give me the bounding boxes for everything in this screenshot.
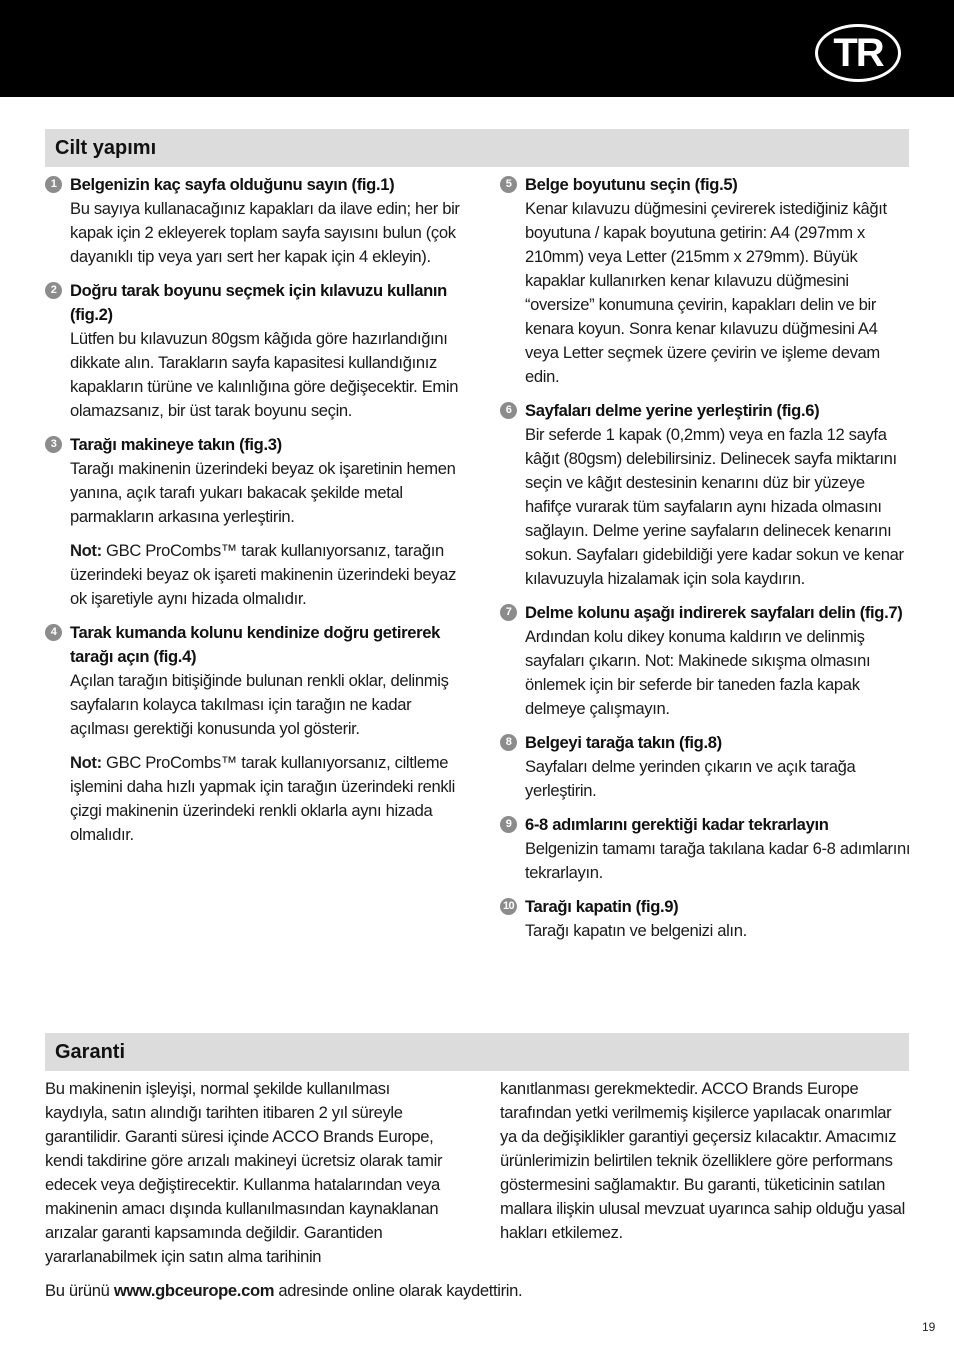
register-suffix: adresinde online olarak kaydettirin. (274, 1281, 523, 1300)
steps-right-column (500, 173, 912, 953)
step-body: Tarağı makinenin üzerindeki beyaz ok işaretinin hemen yanına, açık tarafı yukarı bakacak şekilde metal parmakların arkasına yerleştirin. (70, 459, 456, 526)
step-number-badge: 4 (45, 624, 62, 641)
step-title: 6-8 adımlarını gerektiği kadar tekrarlayın (525, 815, 829, 834)
step-title: Belgeyi tarağa takın (fig.8) (525, 733, 722, 752)
step-number-badge: 3 (45, 436, 62, 453)
step-3 (45, 433, 465, 611)
step-body: Ardından kolu dikey konuma kaldırın ve delinmiş sayfaları çıkarın. Not: Makinede sıkışma olmasını önlemek için bir seferde bir taneden fazla kapak delmeye çalışmayın. (525, 627, 871, 718)
step-title: Belge boyutunu seçin (fig.5) (525, 175, 738, 194)
step-number-badge: 9 (500, 816, 517, 833)
step-8 (500, 731, 912, 803)
page-number: 19 (922, 1320, 936, 1334)
step-note (70, 539, 465, 611)
step-1 (45, 173, 465, 269)
step-title: Doğru tarak boyunu seçmek için kılavuzu kullanın (fig.2) (70, 281, 447, 324)
step-number-badge: 2 (45, 282, 62, 299)
step-body: Bu sayıya kullanacağınız kapakları da ilave edin; her bir kapak için 2 ekleyerek toplam sayfa sayısını bulun (çok dayanıklı tip veya yarı sert her kapak için 4 ekleyin). (70, 199, 460, 266)
register-url[interactable]: www.gbceurope.com (113, 1281, 275, 1300)
step-body: Sayfaları delme yerinden çıkarın ve açık tarağa yerleştirin. (525, 757, 856, 800)
step-title: Belgenizin kaç sayfa olduğunu sayın (fig.1) (70, 175, 395, 194)
note-text: GBC ProCombs™ tarak kullanıyorsanız, ciltleme işlemini daha hızlı yapmak için tarağın üzerindeki renkli çizgi makinenin üzerindeki renkli oklarla aynı hizada olmalıdır. (70, 753, 455, 844)
section-title-cilt-yapimi: Cilt yapımı (45, 129, 909, 167)
step-2 (45, 279, 465, 423)
step-4 (45, 621, 465, 847)
step-body: Bir seferde 1 kapak (0,2mm) veya en fazla 12 sayfa kâğıt (80gsm) delebilirsiniz. Delinecek sayfa miktarını seçin ve kâğıt destesinin kenarını düz bir yüzeye hafifçe vurarak tüm sayfaların aynı hizada olmasını sağlayın. Delme yerine sayfaların delinecek kenarını sokun. Sayfaları gidebildiği yere kadar sokun ve kenar kılavuzuyla hizalamak için sola kaydırın. (525, 425, 904, 588)
step-body: Açılan tarağın bitişiğinde bulunan renkli oklar, delinmiş sayfaların kolayca takılması için tarağın ne kadar açılması gerektiği konusunda yol gösterir. (70, 671, 449, 738)
top-banner (0, 0, 954, 97)
step-7 (500, 601, 912, 721)
step-number-badge: 8 (500, 734, 517, 751)
step-title: Sayfaları delme yerine yerleştirin (fig.6) (525, 401, 820, 420)
step-5 (500, 173, 912, 389)
step-number-badge: 1 (45, 176, 62, 193)
step-9 (500, 813, 912, 885)
warranty-text-right: kanıtlanması gerekmektedir. ACCO Brands Europe tarafından yetki verilmemiş kişilerce yapılacak onarımlar ya da değişiklikler garantiyi geçersiz kılacaktır. Amacımız ürünlerimizin belirtilen teknik özelliklere göre performans göstermesini sağlamaktır. Bu garanti, tüketicinin satılan mallara ilişkin ulusal mevzuat uyarınca sahip olduğu yasal hakları etkilemez. (500, 1079, 905, 1242)
step-note (70, 751, 465, 847)
note-text: GBC ProCombs™ tarak kullanıyorsanız, tarağın üzerindeki beyaz ok işareti makinenin üzerindeki beyaz ok işaretiyle aynı hizada olmalıdır. (70, 541, 457, 608)
step-number-badge: 6 (500, 402, 517, 419)
warranty-right-column (500, 1077, 908, 1245)
step-number-badge: 10 (500, 898, 517, 915)
step-title: Tarağı kapatin (fig.9) (525, 897, 679, 916)
step-number-badge: 5 (500, 176, 517, 193)
section-title-garanti: Garanti (45, 1033, 909, 1071)
step-body: Belgenizin tamamı tarağa takılana kadar 6-8 adımlarını tekrarlayın. (525, 839, 911, 882)
register-prefix: Bu ürünü (45, 1281, 114, 1300)
register-line (45, 1279, 522, 1303)
step-body: Kenar kılavuzu düğmesini çevirerek istediğiniz kâğıt boyutuna / kapak boyutuna getirin: A4 (297mm x 210mm) veya Letter (215mm x 279mm). Büyük kapaklar kullanırken kenar kılavuzu düğmesini “oversize” konumuna çevirin, kapakları delin ve bir kenara koyun. Sonra kenar kılavuzu düğmesini A4 veya Letter seçmek üzere çevirin ve işleme devam edin. (525, 199, 887, 386)
note-label: Not: (70, 753, 102, 772)
warranty-left-column (45, 1077, 453, 1269)
step-body: Tarağı kapatın ve belgenizi alın. (525, 921, 747, 940)
step-10 (500, 895, 912, 943)
warranty-text-left: Bu makinenin işleyişi, normal şekilde kullanılması kaydıyla, satın alındığı tarihten itibaren 2 yıl süreyle garantilidir. Garanti süresi içinde ACCO Brands Europe, kendi takdirine göre arızalı makineyi ücretsiz olarak tamir edecek veya değiştirecektir. Kullanma hatalarından veya makinenin amacı dışında kullanılmasından kaynaklanan arızalar garanti kapsamında değildir. Garantiden yararlanabilmek için satın alma tarihinin (45, 1079, 443, 1266)
note-label: Not: (70, 541, 102, 560)
step-title: Tarak kumanda kolunu kendinize doğru getirerek tarağı açın (fig.4) (70, 623, 440, 666)
step-body: Lütfen bu kılavuzun 80gsm kâğıda göre hazırlandığını dikkate alın. Tarakların sayfa kapasitesi kullandığınız kapakların türüne ve kalınlığına göre değişecektir. Emin olamazsanız, bir üst tarak boyunu seçin. (70, 329, 459, 420)
step-title: Delme kolunu aşağı indirerek sayfaları delin (fig.7) (525, 603, 903, 622)
step-6 (500, 399, 912, 591)
language-badge: TR (815, 24, 901, 82)
step-number-badge: 7 (500, 604, 517, 621)
steps-left-column (45, 173, 465, 857)
step-title: Tarağı makineye takın (fig.3) (70, 435, 282, 454)
